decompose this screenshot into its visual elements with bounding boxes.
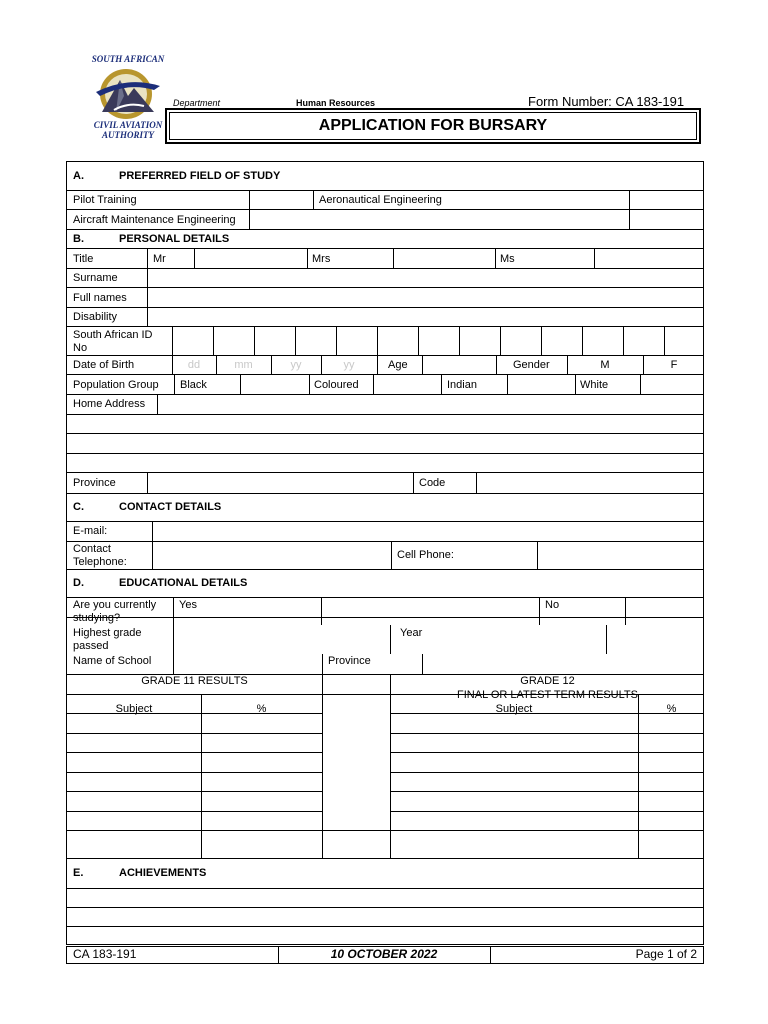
option-pilot-training: Pilot Training	[73, 194, 137, 206]
title-label: Title	[73, 253, 94, 265]
gender-f: F	[670, 359, 678, 371]
grade12-heading-line1: GRADE 12	[520, 675, 575, 687]
section-a-heading: PREFERRED FIELD OF STUDY	[119, 170, 281, 182]
code-label: Code	[419, 477, 446, 489]
grade11-subject-header: Subject	[115, 703, 153, 715]
school-label: Name of School	[73, 655, 152, 667]
contact-label-line2: Telephone:	[73, 556, 127, 568]
department-name: Human Resources	[296, 98, 376, 108]
highest-grade-line1: Highest grade	[73, 627, 142, 639]
section-b-heading: PERSONAL DETAILS	[119, 233, 230, 245]
title-mrs: Mrs	[312, 253, 331, 265]
studying-label-line2: studying?	[73, 612, 121, 624]
logo-text-top: SOUTH AFRICAN	[91, 54, 165, 64]
id-label-line2: No	[73, 342, 88, 354]
page-title: APPLICATION FOR BURSARY	[169, 112, 697, 140]
section-d-letter: D.	[73, 577, 84, 589]
title-ms: Ms	[500, 253, 515, 265]
section-e-letter: E.	[73, 867, 84, 879]
dob-day-placeholder: dd	[187, 359, 201, 371]
gender-m: M	[600, 359, 610, 371]
grade11-heading: GRADE 11 RESULTS	[141, 675, 248, 687]
gender-label: Gender	[513, 359, 550, 371]
section-c-letter: C.	[73, 501, 84, 513]
dob-year1-placeholder: yy	[290, 359, 302, 371]
department-label: Department	[173, 98, 221, 108]
contact-label-line1: Contact	[73, 543, 111, 555]
grade12-percent-header: %	[666, 703, 677, 715]
studying-no: No	[545, 599, 560, 611]
title-box	[165, 108, 701, 144]
bursary-form	[66, 161, 704, 945]
logo-emblem-icon	[94, 66, 162, 120]
school-province-label: Province	[328, 655, 371, 667]
home-address-label: Home Address	[73, 398, 146, 410]
title-mr: Mr	[153, 253, 166, 265]
footer-date: 10 OCTOBER 2022	[330, 947, 438, 961]
option-aeronautical-engineering: Aeronautical Engineering	[319, 194, 442, 206]
disability-label: Disability	[73, 311, 118, 323]
section-a-letter: A.	[73, 170, 84, 182]
group-white: White	[580, 379, 609, 391]
group-black: Black	[180, 379, 207, 391]
studying-yes: Yes	[179, 599, 197, 611]
form-number: Form Number: CA 183-191	[528, 94, 685, 109]
section-d-heading: EDUCATIONAL DETAILS	[119, 577, 248, 589]
email-label: E-mail:	[73, 525, 108, 537]
dob-year2-placeholder: yy	[343, 359, 355, 371]
dob-label: Date of Birth	[73, 359, 135, 371]
option-aircraft-maintenance: Aircraft Maintenance Engineering	[73, 214, 236, 226]
year-label: Year	[400, 627, 423, 639]
section-b-letter: B.	[73, 233, 84, 245]
cell-phone-label: Cell Phone:	[397, 549, 454, 561]
population-group-label: Population Group	[73, 379, 159, 391]
saca-logo	[88, 52, 168, 144]
footer	[66, 946, 704, 964]
section-c-heading: CONTACT DETAILS	[119, 501, 222, 513]
group-indian: Indian	[447, 379, 477, 391]
footer-page: Page 1 of 2	[635, 947, 697, 961]
studying-label-line1: Are you currently	[73, 599, 157, 611]
grade12-heading-line2: FINAL OR LATEST TERM RESULTS	[457, 689, 638, 701]
age-label: Age	[388, 359, 408, 371]
dob-month-placeholder: mm	[234, 359, 253, 371]
grade12-subject-header: Subject	[495, 703, 533, 715]
grade11-percent-header: %	[256, 703, 267, 715]
full-names-label: Full names	[73, 292, 127, 304]
section-e-heading: ACHIEVEMENTS	[119, 867, 207, 879]
id-label-line1: South African ID	[73, 329, 153, 341]
province-label: Province	[73, 477, 116, 489]
logo-text-line1: CIVIL AVIATION	[93, 120, 163, 130]
group-coloured: Coloured	[314, 379, 359, 391]
logo-text-line2: AUTHORITY	[101, 130, 154, 140]
surname-label: Surname	[73, 272, 118, 284]
highest-grade-line2: passed	[73, 640, 109, 652]
footer-code: CA 183-191	[73, 947, 137, 961]
